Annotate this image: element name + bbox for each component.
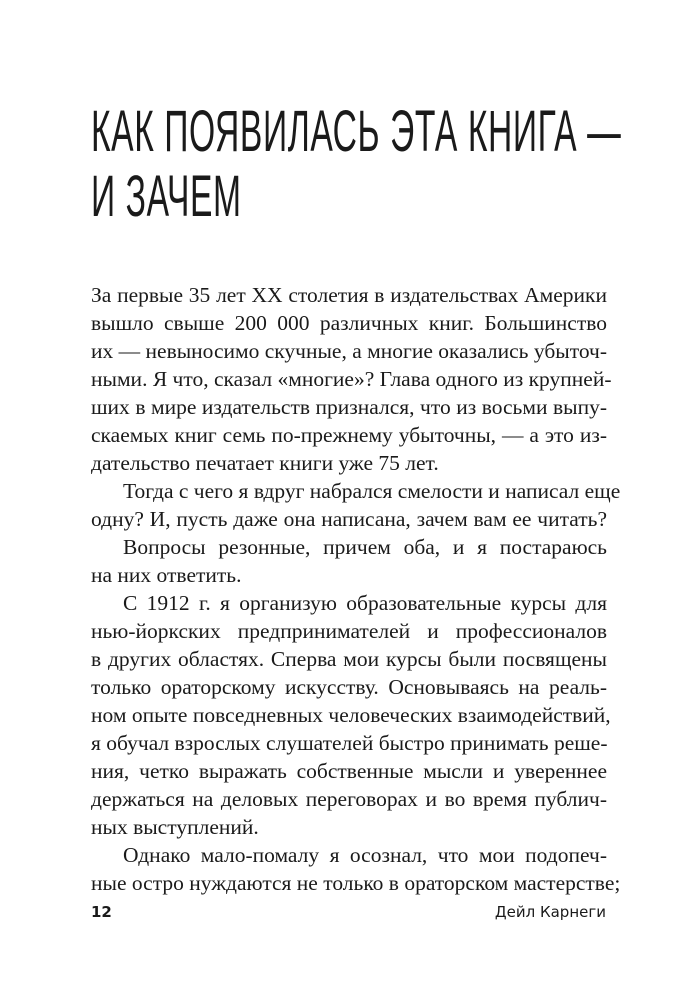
text-line: дательство печатает книги уже 75 лет. (91, 451, 439, 475)
text-line: ных выступлений. (91, 815, 259, 839)
text-line: ными. Я что, сказал «многие»? Глава одного из крупней- (91, 367, 612, 391)
text-line: только ораторскому искусству. Основываясь на реаль- (91, 675, 607, 699)
text-line: вышло свыше 200 000 различных книг. Большинство (91, 311, 607, 335)
chapter-title-line: КАК ПОЯВИЛАСЬ ЭТА КНИГА — (91, 99, 622, 164)
text-line: Вопросы резонные, причем оба, и я постараюсь (123, 535, 607, 559)
text-line: одну? И, пусть даже она написана, зачем вам ее читать? (91, 507, 607, 531)
text-line: Тогда с чего я вдруг набрался смелости и написал еще (123, 479, 621, 503)
text-line: Однако мало-помалу я осознал, что мои подопеч- (123, 843, 607, 867)
page-number: 12 (91, 903, 112, 921)
text-line: я обучал взрослых слушателей быстро принимать реше- (91, 731, 608, 755)
text-line: С 1912 г. я организую образовательные курсы для (123, 591, 607, 615)
text-line: на них ответить. (91, 563, 242, 587)
running-footer-author: Дейл Карнеги (494, 903, 606, 921)
text-line: ном опыте повседневных человеческих взаимодействий, (91, 703, 611, 727)
text-line: нью-йоркских предпринимателей и профессионалов (91, 619, 607, 643)
text-line: их — невыносимо скучные, а многие оказались убыточ- (91, 339, 607, 363)
chapter-title-line: И ЗАЧЕМ (91, 164, 242, 229)
text-line: ших в мире издательств признался, что из восьми выпу- (91, 395, 607, 419)
text-line: в других областях. Сперва мои курсы были посвящены (91, 647, 607, 671)
text-line: За первые 35 лет XX столетия в издательствах Америки (91, 283, 607, 307)
text-line: ные остро нуждаются не только в ораторском мастерстве; (91, 871, 621, 895)
text-line: скаемых книг семь по-прежнему убыточны, — а это из- (91, 423, 607, 447)
text-line: держаться на деловых переговорах и во время публич- (91, 787, 607, 811)
text-line: ния, четко выражать собственные мысли и увереннее (91, 759, 607, 783)
